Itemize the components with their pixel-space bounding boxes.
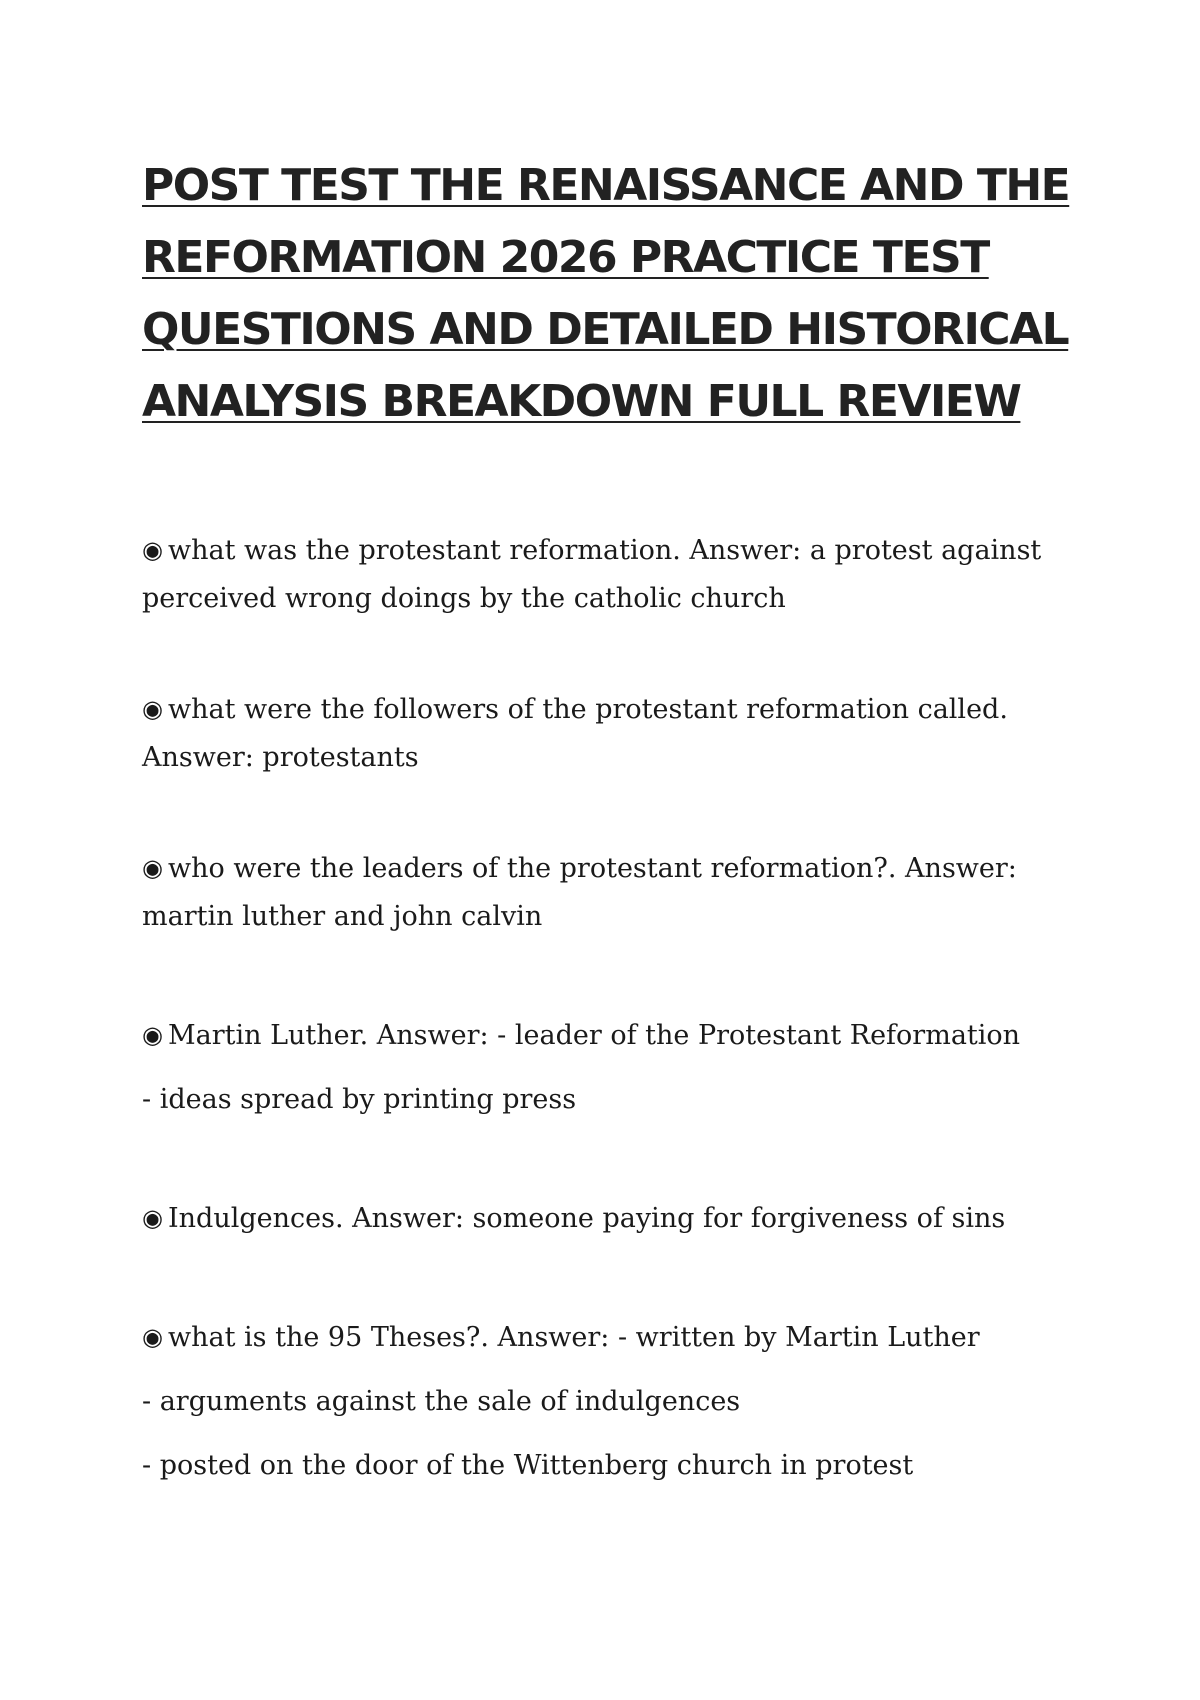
qa-line: ◉ Indulgences. Answer: someone paying for forgiveness of sins [142, 1194, 1072, 1243]
qa-item [142, 1003, 1072, 1132]
qa-line: - ideas spread by printing press [142, 1084, 577, 1115]
title-line: REFORMATION 2026 PRACTICE TEST [142, 232, 989, 283]
document-title [142, 150, 1072, 438]
qa-line: ◉ who were the leaders of the protestant reformation?. Answer: [142, 844, 1072, 893]
title-line: ANALYSIS BREAKDOWN FULL REVIEW [142, 376, 1021, 427]
title-line: POST TEST THE RENAISSANCE AND THE [142, 160, 1070, 211]
bullet-icon: ◉ [142, 1021, 163, 1049]
bullet-icon: ◉ [142, 854, 163, 882]
qa-line: - arguments against the sale of indulgences [142, 1386, 741, 1417]
qa-list [142, 526, 1072, 1498]
qa-line: martin luther and john calvin [142, 901, 543, 932]
bullet-icon: ◉ [142, 695, 163, 723]
qa-item [142, 1194, 1072, 1243]
qa-item [142, 685, 1072, 782]
qa-line: ◉ what were the followers of the protestant reformation called. [142, 685, 1072, 734]
qa-line: ◉ what is the 95 Theses?. Answer: - written by Martin Luther [142, 1305, 1072, 1370]
bullet-icon: ◉ [142, 1204, 163, 1232]
bullet-icon: ◉ [142, 1323, 163, 1351]
qa-line: - posted on the door of the Wittenberg church in protest [142, 1450, 914, 1481]
qa-item [142, 526, 1072, 623]
document-page [142, 150, 1072, 1560]
qa-item [142, 1305, 1072, 1498]
qa-line: Answer: protestants [142, 742, 419, 773]
bullet-icon: ◉ [142, 536, 163, 564]
qa-line: ◉ Martin Luther. Answer: - leader of the Protestant Reformation [142, 1003, 1072, 1068]
qa-item [142, 844, 1072, 941]
qa-line: perceived wrong doings by the catholic church [142, 583, 786, 614]
qa-line: ◉ what was the protestant reformation. Answer: a protest against [142, 526, 1072, 575]
title-line: QUESTIONS AND DETAILED HISTORICAL [142, 304, 1069, 355]
